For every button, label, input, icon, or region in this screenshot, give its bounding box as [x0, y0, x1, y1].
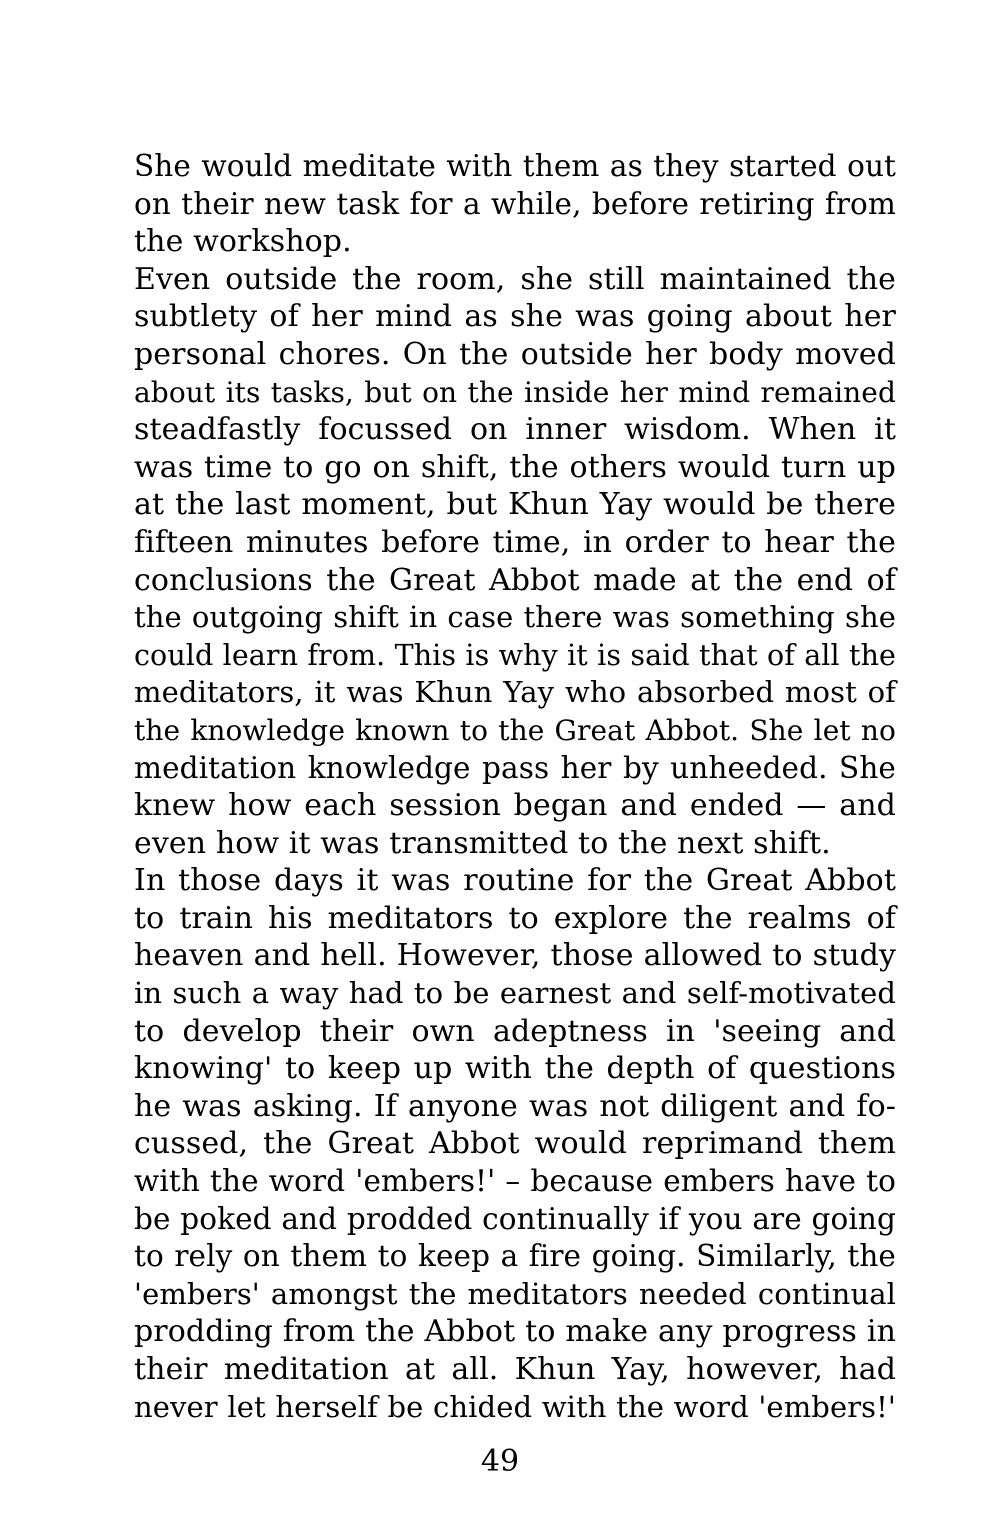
text-line: 'embers' amongst the meditators needed continual	[134, 1276, 896, 1311]
text-line: their meditation at all. Khun Yay, however, had	[134, 1352, 896, 1387]
text-line: cussed, the Great Abbot would reprimand them	[134, 1126, 896, 1162]
text-line: on their new task for a while, before retiring from	[134, 186, 896, 221]
text-line: he was asking. If anyone was not diligent and fo-	[134, 1088, 896, 1124]
text-line: the workshop.	[134, 224, 352, 260]
text-line: knew how each session began and ended — and	[134, 788, 896, 824]
text-line: conclusions the Great Abbot made at the end of	[134, 562, 896, 598]
text-line: could learn from. This is why it is said that of all the	[134, 638, 896, 672]
text-line: never let herself be chided with the word 'embers!'	[134, 1389, 896, 1424]
text-line: at the last moment, but Khun Yay would be there	[134, 487, 896, 523]
text-line: In those days it was routine for the Great Abbot	[134, 863, 896, 899]
text-line: Even outside the room, she still maintained the	[134, 261, 896, 297]
text-line: the outgoing shift in case there was something she	[134, 600, 896, 635]
text-line: about its tasks, but on the inside her mind remained	[134, 375, 896, 409]
text-line: meditation knowledge pass her by unheeded. She	[134, 750, 896, 785]
text-line: fifteen minutes before time, in order to hear the	[134, 524, 896, 560]
page-number: 49	[480, 1444, 520, 1479]
text-line: meditators, it was Khun Yay who absorbed most of	[134, 675, 896, 710]
text-line: knowing' to keep up with the depth of questions	[134, 1051, 896, 1087]
text-line: be poked and prodded continually if you are going	[134, 1201, 896, 1236]
text-line: even how it was transmitted to the next shift.	[134, 825, 831, 861]
text-line: personal chores. On the outside her body moved	[134, 336, 896, 372]
text-line: to train his meditators to explore the realms of	[134, 900, 896, 936]
text-line: subtlety of her mind as she was going about her	[134, 299, 896, 335]
body-text	[134, 148, 896, 1426]
text-line: steadfastly focussed on inner wisdom. When it	[134, 412, 896, 448]
text-line: She would meditate with them as they started out	[134, 149, 896, 183]
text-line: to develop their own adeptness in 'seeing and	[134, 1013, 896, 1049]
text-line: was time to go on shift, the others would turn up	[134, 449, 896, 485]
text-line: the knowledge known to the Great Abbot. She let no	[134, 713, 896, 747]
text-line: prodding from the Abbot to make any progress in	[134, 1314, 896, 1350]
text-line: with the word 'embers!' – because embers have to	[134, 1164, 896, 1199]
text-line: in such a way had to be earnest and self-motivated	[134, 976, 896, 1011]
text-line: to rely on them to keep a fire going. Similarly, the	[134, 1239, 896, 1274]
text-line: heaven and hell. However, those allowed to study	[134, 938, 896, 974]
